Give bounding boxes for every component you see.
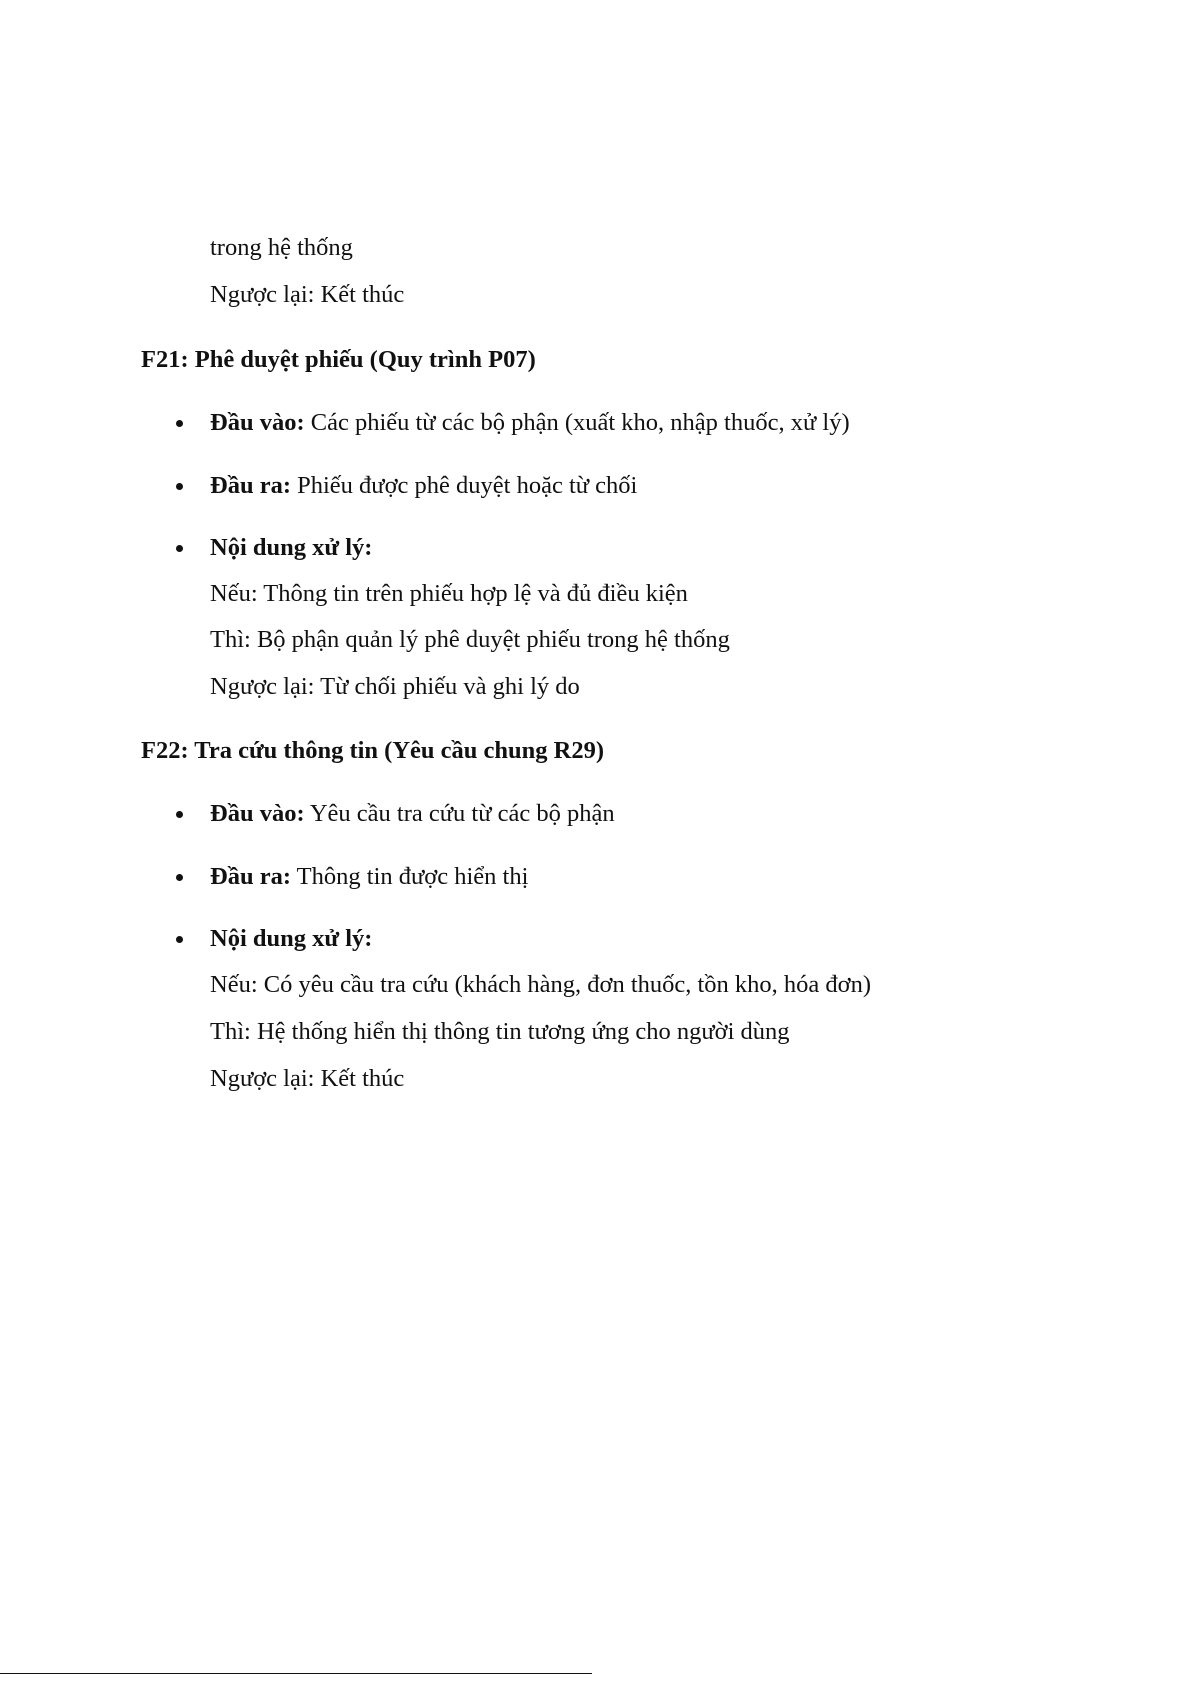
bullet-icon: [176, 936, 183, 943]
bullet-icon: [176, 811, 183, 818]
f21-input-text: [210, 411, 850, 436]
f22-output-text: [210, 865, 528, 890]
f22-input-text: [210, 802, 615, 827]
f22-output-label: Đầu ra:: [210, 863, 291, 890]
f21-then-line: Thì: Bộ phận quản lý phê duyệt phiếu trong hệ thống: [210, 626, 730, 653]
f22-input-label: Đầu vào:: [210, 800, 305, 827]
bullet-icon: [176, 483, 183, 490]
f22-input-value: Yêu cầu tra cứu từ các bộ phận: [304, 800, 615, 827]
f21-process-label: Nội dung xử lý:: [210, 534, 373, 561]
continuation-line-1: trong hệ thống: [210, 234, 353, 261]
continuation-line-2: Ngược lại: Kết thúc: [210, 281, 405, 308]
f22-output-value: Thông tin được hiển thị: [290, 863, 529, 890]
f22-else-line: Ngược lại: Kết thúc: [210, 1065, 405, 1092]
f21-output-text: [210, 474, 637, 499]
f21-else-line: Ngược lại: Từ chối phiếu và ghi lý do: [210, 673, 580, 700]
f21-output-value: Phiếu được phê duyệt hoặc từ chối: [290, 472, 638, 499]
f21-heading: F21: Phê duyệt phiếu (Quy trình P07): [141, 346, 536, 373]
f21-if-line: Nếu: Thông tin trên phiếu hợp lệ và đủ điều kiện: [210, 580, 688, 607]
bullet-icon: [176, 874, 183, 881]
footnote-separator: [0, 1673, 592, 1674]
bullet-icon: [176, 545, 183, 552]
f22-heading: F22: Tra cứu thông tin (Yêu cầu chung R29): [141, 737, 604, 764]
f21-input-value: Các phiếu từ các bộ phận (xuất kho, nhập thuốc, xử lý): [304, 409, 850, 436]
f22-process-label: Nội dung xử lý:: [210, 925, 373, 952]
f21-output-label: Đầu ra:: [210, 472, 291, 499]
bullet-icon: [176, 420, 183, 427]
f22-if-line: Nếu: Có yêu cầu tra cứu (khách hàng, đơn thuốc, tồn kho, hóa đơn): [210, 971, 872, 998]
f22-then-line: Thì: Hệ thống hiển thị thông tin tương ứng cho người dùng: [210, 1018, 790, 1045]
f21-input-label: Đầu vào:: [210, 409, 305, 436]
